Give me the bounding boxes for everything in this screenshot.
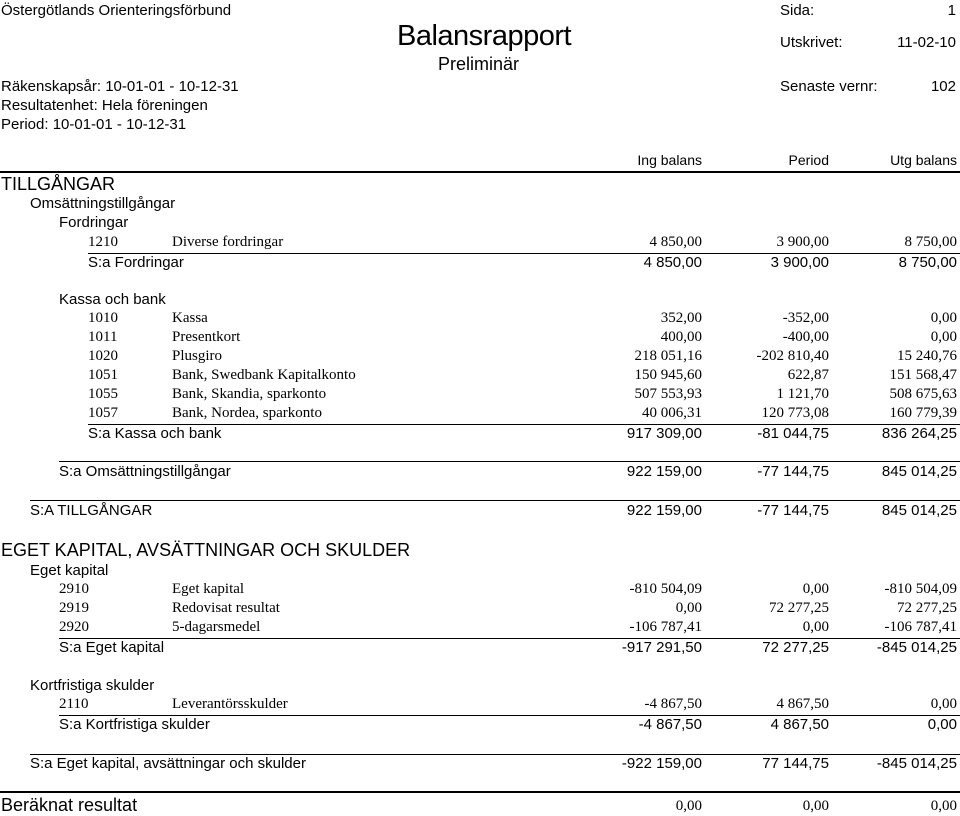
result-unit: Resultatenhet: Hela föreningen: [1, 97, 208, 114]
opening-balance: 0,00: [675, 600, 702, 616]
total-label: S:a Eget kapital, avsättningar och skulder: [30, 755, 306, 772]
account-name: Leverantörsskulder: [172, 696, 288, 712]
period-amount: 1 121,70: [776, 386, 829, 402]
closing-balance: 151 568,47: [889, 367, 957, 383]
subgroup-heading-cash: Kassa och bank: [59, 291, 166, 308]
closing-balance: 836 264,25: [881, 425, 957, 442]
account-name: 5-dagarsmedel: [172, 619, 261, 635]
account-name: Bank, Swedbank Kapitalkonto: [172, 367, 356, 383]
period-amount: 77 144,75: [762, 755, 829, 772]
opening-balance: 218 051,16: [634, 348, 702, 364]
account-number: 1010: [88, 310, 118, 326]
table-row: [0, 367, 960, 387]
account-number: 1011: [88, 329, 118, 345]
account-number: 1210: [88, 234, 118, 250]
closing-balance: -845 014,25: [876, 639, 957, 656]
period-amount: -77 144,75: [757, 502, 829, 519]
subtotal-row: [0, 463, 960, 483]
closing-balance: -810 504,09: [884, 581, 957, 597]
closing-balance: 72 277,25: [897, 600, 957, 616]
closing-balance: 8 750,00: [898, 254, 957, 271]
last-ver-label: Senaste vernr:: [780, 78, 878, 95]
total-row: [0, 755, 960, 775]
header-rule: [0, 171, 960, 173]
subtotal-label: S:a Kassa och bank: [88, 425, 222, 442]
period-amount: 0,00: [802, 798, 829, 814]
period-amount: 4 867,50: [770, 716, 829, 733]
opening-balance: 917 309,00: [626, 425, 702, 442]
account-name: Eget kapital: [172, 581, 245, 597]
period-amount: 4 867,50: [776, 696, 829, 712]
account-name: Plusgiro: [172, 348, 223, 364]
section-heading-assets: TILLGÅNGAR: [1, 174, 116, 194]
table-row: [0, 581, 960, 601]
opening-balance: 352,00: [660, 310, 702, 326]
sum-rule: [30, 500, 960, 501]
account-number: 1020: [88, 348, 118, 364]
page-number: 1: [947, 2, 956, 19]
account-name: Redovisat resultat: [172, 600, 280, 616]
table-row: [0, 600, 960, 620]
opening-balance: 400,00: [660, 329, 702, 345]
result-label: Beräknat resultat: [1, 795, 138, 815]
account-name: Kassa: [172, 310, 208, 326]
account-name: Bank, Skandia, sparkonto: [172, 386, 327, 402]
period-amount: -81 044,75: [757, 425, 829, 442]
table-row: [0, 310, 960, 330]
subtotal-row: [0, 425, 960, 445]
opening-balance: 150 945,60: [634, 367, 702, 383]
table-row: [0, 234, 960, 254]
subtotal-row: [0, 254, 960, 274]
table-row: [0, 619, 960, 639]
opening-balance: -4 867,50: [638, 716, 702, 733]
period-amount: 120 773,08: [761, 405, 829, 421]
closing-balance: 8 750,00: [904, 234, 957, 250]
column-header-period: Period: [788, 152, 829, 168]
group-heading-short-term-liabilities: Kortfristiga skulder: [30, 677, 155, 694]
period-amount: 72 277,25: [762, 639, 829, 656]
subtotal-label: S:a Kortfristiga skulder: [59, 716, 210, 733]
subtotal-row: [0, 639, 960, 659]
subtotal-row: [0, 716, 960, 736]
closing-balance: -106 787,41: [884, 619, 957, 635]
table-row: [0, 386, 960, 406]
group-heading-equity: Eget kapital: [30, 562, 109, 579]
opening-balance: -917 291,50: [621, 639, 702, 656]
opening-balance: 40 006,31: [642, 405, 702, 421]
period-amount: -352,00: [782, 310, 829, 326]
account-number: 2910: [59, 581, 89, 597]
column-header-closing: Utg balans: [890, 152, 957, 168]
period-amount: 72 277,25: [769, 600, 829, 616]
subgroup-heading-receivables: Fordringar: [59, 214, 129, 231]
closing-balance: 15 240,76: [897, 348, 957, 364]
opening-balance: 922 159,00: [626, 463, 702, 480]
subtotal-label: S:a Eget kapital: [59, 639, 165, 656]
period: Period: 10-01-01 - 10-12-31: [1, 116, 187, 133]
period-amount: 622,87: [787, 367, 829, 383]
opening-balance: 4 850,00: [643, 254, 702, 271]
closing-balance: 0,00: [930, 696, 957, 712]
result-rule: [0, 791, 960, 793]
table-row: [0, 696, 960, 716]
closing-balance: 0,00: [930, 798, 957, 814]
closing-balance: 508 675,63: [889, 386, 957, 402]
table-row: [0, 329, 960, 349]
printed-label: Utskrivet:: [780, 34, 843, 51]
account-name: Diverse fordringar: [172, 234, 284, 250]
opening-balance: 507 553,93: [634, 386, 702, 402]
closing-balance: -845 014,25: [876, 755, 957, 772]
account-number: 2919: [59, 600, 89, 616]
opening-balance: -810 504,09: [629, 581, 702, 597]
account-number: 2110: [59, 696, 89, 712]
closing-balance: 0,00: [927, 716, 957, 733]
fiscal-year: Räkenskapsår: 10-01-01 - 10-12-31: [1, 78, 239, 95]
opening-balance: -4 867,50: [644, 696, 702, 712]
table-row: [0, 405, 960, 425]
column-header-opening: Ing balans: [637, 152, 702, 168]
closing-balance: 845 014,25: [881, 463, 957, 480]
last-ver-number: 102: [930, 78, 956, 95]
period-amount: 0,00: [802, 581, 829, 597]
opening-balance: 4 850,00: [649, 234, 702, 250]
printed-date: 11-02-10: [897, 34, 956, 51]
period-amount: 0,00: [802, 619, 829, 635]
account-name: Bank, Nordea, sparkonto: [172, 405, 322, 421]
subtotal-label: S:a Fordringar: [88, 254, 184, 271]
closing-balance: 0,00: [930, 329, 957, 345]
group-heading-current-assets: Omsättningstillgångar: [30, 195, 176, 212]
section-heading-liabilities: EGET KAPITAL, AVSÄTTNINGAR OCH SKULDER: [1, 540, 411, 560]
page-label: Sida:: [780, 2, 815, 19]
report-subtitle: Preliminär: [438, 54, 520, 74]
total-label: S:A TILLGÅNGAR: [30, 502, 153, 519]
total-row: [0, 502, 960, 522]
account-number: 1051: [88, 367, 118, 383]
period-amount: -400,00: [782, 329, 829, 345]
report-title: Balansrapport: [397, 20, 572, 52]
opening-balance: -106 787,41: [629, 619, 702, 635]
period-amount: -202 810,40: [756, 348, 829, 364]
period-amount: -77 144,75: [757, 463, 829, 480]
sum-rule: [59, 461, 960, 462]
opening-balance: 0,00: [675, 798, 702, 814]
period-amount: 3 900,00: [770, 254, 829, 271]
subtotal-label: S:a Omsättningstillgångar: [59, 463, 231, 480]
period-amount: 3 900,00: [776, 234, 829, 250]
account-number: 1055: [88, 386, 118, 402]
account-number: 1057: [88, 405, 118, 421]
account-number: 2920: [59, 619, 89, 635]
opening-balance: -922 159,00: [621, 755, 702, 772]
account-name: Presentkort: [172, 329, 241, 345]
closing-balance: 0,00: [930, 310, 957, 326]
opening-balance: 922 159,00: [626, 502, 702, 519]
table-row: [0, 348, 960, 368]
closing-balance: 845 014,25: [881, 502, 957, 519]
closing-balance: 160 779,39: [889, 405, 957, 421]
organization-name: Östergötlands Orienteringsförbund: [1, 2, 232, 19]
